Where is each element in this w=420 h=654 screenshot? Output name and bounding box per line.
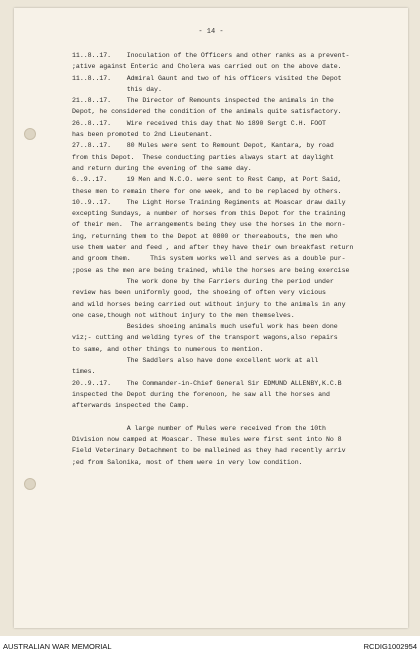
text-line: Besides shoeing animals much useful work has been done	[72, 323, 338, 331]
text-line: ;ative against Enteric and Cholera was carried out on the above date.	[72, 63, 342, 71]
text-line: 11..8..17. Admiral Gaunt and two of his officers visited the Depot	[72, 74, 342, 82]
text-line: Depot, he considered the condition of the animals quite satisfactory.	[72, 108, 342, 116]
page-number: - 14 -	[198, 28, 224, 36]
text-line: ;ed from Salonika, most of them were in very low condition.	[72, 458, 303, 466]
text-line: 26..8..17. Wire received this day that No 1890 Sergt C.H. FOOT	[72, 119, 326, 127]
punch-hole-bottom	[24, 478, 36, 490]
text-line: and groom them. This system works well and serves as a double pur-	[72, 255, 346, 263]
text-line: A large number of Mules were received from the 10th	[72, 424, 326, 432]
text-line: use them water and feed , and after they have their own breakfast return	[72, 244, 354, 252]
text-line: The Saddlers also have done excellent work at all	[72, 357, 319, 365]
text-line: review has been uniformly good, the shoeing of often very vicious	[72, 289, 326, 297]
text-line: of their men. The arrangements being they use the horses in the morn-	[72, 221, 346, 229]
punch-hole-top	[24, 128, 36, 140]
archive-label: AUSTRALIAN WAR MEMORIAL	[3, 642, 112, 651]
text-line: 27..8..17. 80 Mules were sent to Remount Depot, Kantara, by road	[72, 142, 334, 150]
text-line: 21..8..17. The Director of Remounts inspected the animals in the	[72, 97, 334, 105]
text-line: viz;- cutting and welding tyres of the transport wagons,also repairs	[72, 334, 338, 342]
text-line: Field Veterinary Detachment to be malleined as they had recently arriv	[72, 447, 346, 455]
text-line: ing, returning them to the Depot at 0800 or thereabouts, the men who	[72, 232, 338, 240]
text-line: to same, and other things to numerous to mention.	[72, 345, 264, 353]
text-line: one case,though not without injury to the men themselves.	[72, 311, 295, 319]
text-line: this day.	[72, 85, 162, 93]
text-line: Division now camped at Moascar. These mules were first sent into No 8	[72, 436, 342, 444]
text-line: times.	[72, 368, 96, 376]
record-id: RCDIG1002954	[363, 642, 417, 651]
text-line: 6..9..17. 19 Men and N.C.O. were sent to Rest Camp, at Port Said,	[72, 176, 342, 184]
body-text	[72, 50, 406, 468]
text-line: has been promoted to 2nd Lieutenant.	[72, 131, 213, 139]
text-line: ;pose as the men are being trained, while the horses are being exercise	[72, 266, 350, 274]
text-line: 20..9..17. The Commander-in-Chief General Sir EDMUND ALLENBY,K.C.B	[72, 379, 342, 387]
text-line: 10..9..17. The Light Horse Training Regiments at Moascar draw daily	[72, 198, 346, 206]
text-line: afterwards inspected the Camp.	[72, 402, 190, 410]
text-line: The work done by the Farriers during the period under	[72, 277, 334, 285]
text-line: and return during the evening of the same day.	[72, 164, 252, 172]
text-line: 11..8..17. Inoculation of the Officers and other ranks as a prevent-	[72, 52, 350, 59]
text-line: these men to remain there for one week, and to be replaced by others.	[72, 187, 342, 195]
text-line: from this Depot. These conducting parties always start at daylight	[72, 153, 334, 161]
text-line: and wild horses being carried out without injury to the animals in any	[72, 300, 346, 308]
footer-bar	[0, 640, 420, 654]
text-line: excepting Sundays, a number of horses from this Depot for the training	[72, 210, 346, 218]
text-line	[72, 412, 406, 423]
text-line: inspected the Depot during the forenoon, he saw all the horses and	[72, 390, 330, 398]
